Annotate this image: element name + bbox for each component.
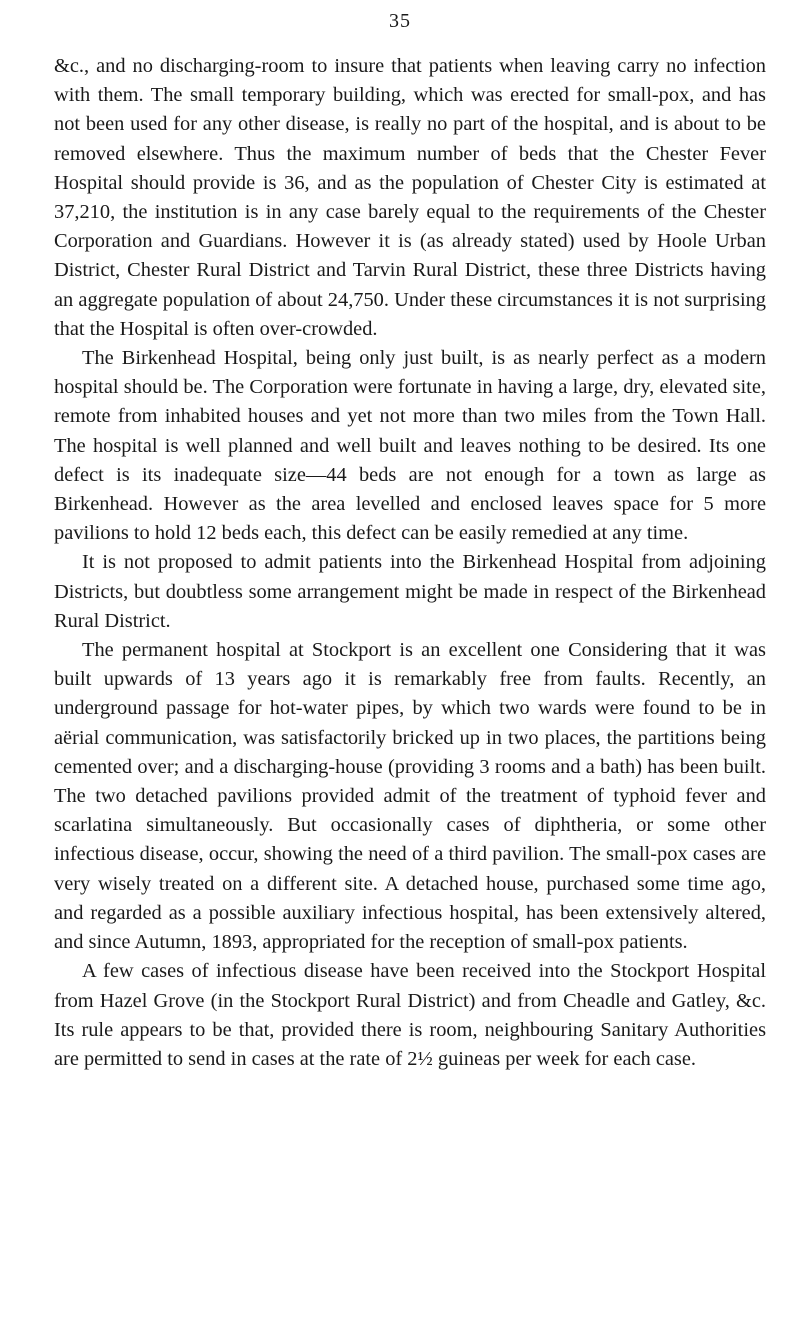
paragraph-stockport-hospital: The permanent hospital at Stockport is an excellent one Considering that it was built upwards of 13 years ago it is remarkably free from faults. Recently, an underground passage for hot-water pipes, by which two wards were found to be in aërial communication, was satisfactorily bricked up in two places, the partitions being cemented over; and a discharging-house (providing 3 rooms and a bath) has been built. The two detached pavilions provided admit of the treatment of typhoid fever and scarlatina simultaneously. But occasionally cases of diphtheria, or some other infectious disease, occur, showing the need of a third pavilion. The small-pox cases are very wisely treated on a different site. A detached house, purchased some time ago, and regarded as a possible auxiliary infectious hospital, has been extensively altered, and since Autumn, 1893, appropriated for the reception of small-pox patients. <box>54 639 766 954</box>
page-number: 35 <box>389 10 411 32</box>
paragraph-stockport-cases: A few cases of infectious disease have been received into the Stockport Hospital from Hazel Grove (in the Stockport Rural District) and from Cheadle and Gatley, &c. Its rule appears to be that, provided there is room, neighbouring Sanitary Authorities are permitted to send in cases at the rate of 2½ guineas per week for each case. <box>54 960 766 1070</box>
paragraph-birkenhead-admission: It is not proposed to admit patients into the Birkenhead Hospital from adjoining Districts, but doubtless some arrangement might be made in respect of the Birkenhead Rural District. <box>54 551 766 632</box>
paragraph-birkenhead-hospital: The Birkenhead Hospital, being only just built, is as nearly perfect as a modern hospital should be. The Corporation were fortunate in having a large, dry, elevated site, remote from inhabited houses and yet not more than two miles from the Town Hall. The hospital is well planned and well built and leaves nothing to be desired. Its one defect is its inadequate size—44 beds are not enough for a town as large as Birkenhead. However as the area levelled and enclosed leaves space for 5 more pavilions to hold 12 beds each, this defect can be easily remedied at any time. <box>54 347 766 545</box>
paragraph-chester-continued: &c., and no discharging-room to insure that patients when leaving carry no infection with them. The small temporary building, which was erected for small-pox, and has not been used for any other disease, is really no part of the hospital, and is about to be removed elsewhere. Thus the maximum number of beds that the Chester Fever Hospital should provide is 36, and as the population of Chester City is estimated at 37,210, the institution is in any case barely equal to the requirements of the Chester Corporation and Guardians. However it is (as already stated) used by Hoole Urban District, Chester Rural District and Tarvin Rural District, these three Districts having an aggregate population of about 24,750. Under these circumstances it is not surprising that the Hospital is often over-crowded. <box>54 55 766 340</box>
body-text <box>54 52 766 1074</box>
